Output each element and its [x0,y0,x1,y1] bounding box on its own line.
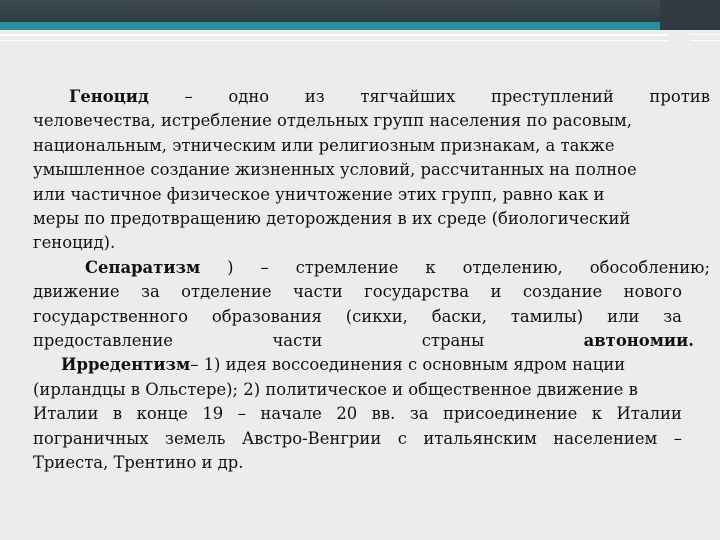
text-line [33,134,710,158]
line-text: (ирландцы в Ольстере); 2) политическое и общественное движение в [33,379,638,399]
line-text: или частичное физическое уничтожение этих групп, равно как и [33,184,605,204]
word: Италии [616,404,682,424]
word: баски, [431,306,487,326]
word: или [607,306,640,326]
word: части [272,331,323,351]
word: стремление [295,257,399,277]
word: движение [33,282,120,302]
word: отделение [181,282,272,302]
word: государственного [33,306,188,326]
word: за [141,282,160,302]
text-line [33,109,710,133]
word: итальянским [423,428,537,448]
header-decoration-lines [0,34,720,54]
term-separatism: Сепаратизм [85,257,201,277]
word: 19 [202,404,224,424]
word: с [397,428,407,448]
line-text: геноцид). [33,233,116,253]
word: – [260,257,269,277]
word: – [184,87,193,106]
word: за [409,404,429,424]
word: нового [623,282,682,302]
word: преступлений [490,87,614,106]
line-text: Триеста, Трентино и др. [33,453,244,473]
slide-accent-bar [0,22,720,30]
text-line [33,231,710,255]
word: страны [421,331,485,351]
slide-body-text [33,85,710,476]
word: населением [553,428,658,448]
text-line [33,85,710,109]
word: 20 [336,404,358,424]
text-line [33,329,710,353]
text-line [33,427,710,451]
word: обособлению; [589,257,710,277]
word: (сикхи, [345,306,408,326]
word: образования [211,306,322,326]
word: за [663,306,682,326]
word: к [591,404,603,424]
word: начале [260,404,322,424]
word: автономии. [583,331,694,351]
word: тягчайших [360,87,456,106]
word: предоставление [33,331,173,351]
text-line [33,183,710,207]
text-line [33,402,710,426]
slide-top-corner [660,0,720,30]
text-line [33,353,710,377]
word: ) [227,257,234,277]
line-text: человечества, истребление отдельных групп населения по расовым, [33,111,632,131]
word: части [292,282,343,302]
line-text: – 1) идея воссоединения с основным ядром нации [190,355,626,375]
word: из [304,87,325,106]
word: против [649,87,710,106]
term-genocide: Геноцид [69,87,149,106]
text-line [33,451,710,475]
word: государства [364,282,470,302]
word: отделению, [462,257,563,277]
word: земель [165,428,226,448]
word: и [490,282,502,302]
line-text: умышленное создание жизненных условий, рассчитанных на полное [33,160,637,180]
text-line [33,158,710,182]
line-text: меры по предотвращению деторождения в их среде (биологический [33,209,631,229]
word: тамилы) [510,306,584,326]
word: Австро-Венгрии [241,428,382,448]
text-line [33,280,710,304]
text-line [33,305,710,329]
line-text: национальным, этническим или религиозным признакам, а также [33,135,615,155]
word: вв. [371,404,396,424]
slide-top-bar [0,0,720,22]
text-line [33,256,710,280]
word: – [237,404,246,424]
term-irredentism: Ирредентизм [61,355,191,375]
word: присоединение [443,404,578,424]
word: в [112,404,123,424]
text-line [33,378,710,402]
word: к [425,257,436,277]
word: конце [136,404,188,424]
word: – [673,428,682,448]
word: создание [522,282,603,302]
word: одно [228,87,270,106]
text-line [33,207,710,231]
word: Италии [33,404,99,424]
word: пограничных [33,428,149,448]
